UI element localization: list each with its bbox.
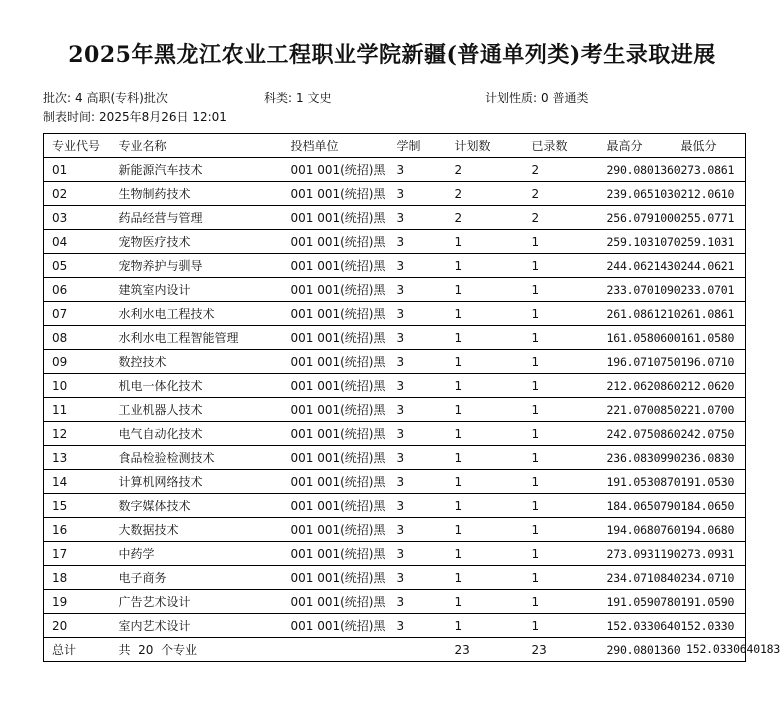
cell-years: 3: [396, 474, 405, 489]
cell-unit: 001 001(统招)黑: [290, 211, 386, 225]
cell-scores: 259.1031070259.1031: [606, 234, 735, 249]
meta-batch: [43, 89, 172, 106]
cell-plan: 1: [454, 234, 463, 249]
total-label: 总计: [52, 643, 77, 657]
total-min: 152.0330640183: [686, 642, 781, 656]
cell-admitted: 1: [531, 426, 540, 441]
cell-name: 生物制药技术: [118, 187, 191, 201]
cell-admitted: 2: [531, 162, 540, 177]
cell-scores: 152.0330640152.0330: [606, 618, 735, 633]
table-row: [44, 230, 746, 254]
cell-admitted: 1: [531, 546, 540, 561]
cell-admitted: 1: [531, 450, 540, 465]
cell-plan: 1: [454, 546, 463, 561]
cell-unit: 001 001(统招)黑: [290, 571, 386, 585]
cell-admitted: 1: [531, 282, 540, 297]
cell-unit: 001 001(统招)黑: [290, 523, 386, 537]
cell-name: 机电一体化技术: [118, 379, 203, 393]
cell-name: 中药学: [118, 547, 155, 561]
cell-plan: 1: [454, 282, 463, 297]
cell-years: 3: [396, 378, 405, 393]
cell-code: 20: [52, 618, 68, 633]
cell-years: 3: [396, 258, 405, 273]
cell-years: 3: [396, 234, 405, 249]
cell-name: 水利水电工程技术: [118, 307, 215, 321]
cell-scores: 256.0791000255.0771: [606, 210, 735, 225]
meta-subject-value: 1 文史: [296, 91, 332, 105]
meta-time-value: 2025年8月26日 12:01: [99, 110, 227, 124]
cell-code: 06: [52, 282, 68, 297]
cell-name: 数控技术: [118, 355, 167, 369]
cell-admitted: 2: [531, 210, 540, 225]
cell-code: 11: [52, 402, 68, 417]
cell-code: 18: [52, 570, 68, 585]
cell-scores: 239.0651030212.0610: [606, 186, 735, 201]
meta-time-label: 制表时间:: [43, 110, 96, 124]
table-row: [44, 374, 746, 398]
cell-admitted: 1: [531, 258, 540, 273]
cell-code: 14: [52, 474, 68, 489]
cell-scores: 196.0710750196.0710: [606, 354, 735, 369]
cell-name: 数字媒体技术: [118, 499, 191, 513]
cell-admitted: 1: [531, 618, 540, 633]
cell-name: 水利水电工程智能管理: [118, 331, 239, 345]
cell-name: 新能源汽车技术: [118, 163, 203, 177]
cell-name: 大数据技术: [118, 523, 179, 537]
cell-unit: 001 001(统招)黑: [290, 235, 386, 249]
cell-unit: 001 001(统招)黑: [290, 547, 386, 561]
cell-years: 3: [396, 306, 405, 321]
table-header-row: [44, 134, 746, 158]
cell-code: 03: [52, 210, 68, 225]
page-title: 2025年黑龙江农业工程职业学院新疆(普通单列类)考生录取进展: [68, 42, 716, 68]
cell-unit: 001 001(统招)黑: [290, 619, 386, 633]
table-row: [44, 614, 746, 638]
cell-years: 3: [396, 282, 405, 297]
cell-unit: 001 001(统招)黑: [290, 283, 386, 297]
cell-plan: 1: [454, 450, 463, 465]
table-row: [44, 206, 746, 230]
cell-unit: 001 001(统招)黑: [290, 427, 386, 441]
table-row: [44, 182, 746, 206]
meta-time: [43, 108, 231, 125]
cell-plan: 1: [454, 258, 463, 273]
table-row: [44, 326, 746, 350]
cell-scores: 273.0931190273.0931: [606, 546, 735, 561]
cell-scores: 191.0530870191.0530: [606, 474, 735, 489]
table-row: [44, 590, 746, 614]
meta-plan-value: 0 普通类: [541, 91, 589, 105]
cell-unit: 001 001(统招)黑: [290, 355, 386, 369]
cell-plan: 1: [454, 522, 463, 537]
cell-code: 10: [52, 378, 68, 393]
admission-table: [43, 133, 746, 662]
cell-admitted: 1: [531, 474, 540, 489]
cell-name: 工业机器人技术: [118, 403, 203, 417]
cell-years: 3: [396, 186, 405, 201]
cell-plan: 2: [454, 210, 463, 225]
cell-name: 计算机网络技术: [118, 475, 203, 489]
cell-scores: 184.0650790184.0650: [606, 498, 735, 513]
cell-unit: 001 001(统招)黑: [290, 187, 386, 201]
cell-unit: 001 001(统招)黑: [290, 259, 386, 273]
cell-years: 3: [396, 498, 405, 513]
cell-scores: 234.0710840234.0710: [606, 570, 735, 585]
cell-admitted: 1: [531, 594, 540, 609]
cell-code: 01: [52, 162, 68, 177]
cell-plan: 1: [454, 402, 463, 417]
cell-years: 3: [396, 402, 405, 417]
table-row: [44, 470, 746, 494]
cell-unit: 001 001(统招)黑: [290, 451, 386, 465]
header-name: 专业名称: [118, 139, 167, 153]
meta-subject: [264, 89, 336, 106]
cell-name: 宠物医疗技术: [118, 235, 191, 249]
header-unit: 投档单位: [290, 139, 339, 153]
cell-plan: 1: [454, 354, 463, 369]
cell-admitted: 1: [531, 498, 540, 513]
cell-admitted: 1: [531, 402, 540, 417]
cell-code: 08: [52, 330, 68, 345]
header-max: 最高分: [606, 139, 643, 153]
table-row: [44, 542, 746, 566]
table-row: [44, 398, 746, 422]
table-row: [44, 158, 746, 182]
cell-plan: 1: [454, 618, 463, 633]
cell-plan: 2: [454, 186, 463, 201]
meta-plan-label: 计划性质:: [485, 91, 538, 105]
cell-unit: 001 001(统招)黑: [290, 499, 386, 513]
table-row: [44, 518, 746, 542]
cell-code: 12: [52, 426, 68, 441]
cell-admitted: 1: [531, 522, 540, 537]
cell-plan: 1: [454, 306, 463, 321]
cell-scores: 236.0830990236.0830: [606, 450, 735, 465]
cell-code: 16: [52, 522, 68, 537]
cell-name: 建筑室内设计: [118, 283, 191, 297]
cell-name: 电子商务: [118, 571, 167, 585]
table-row: [44, 446, 746, 470]
cell-code: 15: [52, 498, 68, 513]
table-row: [44, 350, 746, 374]
cell-years: 3: [396, 210, 405, 225]
cell-code: 05: [52, 258, 68, 273]
cell-unit: 001 001(统招)黑: [290, 379, 386, 393]
table-row: [44, 566, 746, 590]
cell-years: 3: [396, 594, 405, 609]
cell-plan: 1: [454, 474, 463, 489]
table-row: [44, 254, 746, 278]
cell-code: 07: [52, 306, 68, 321]
cell-unit: 001 001(统招)黑: [290, 307, 386, 321]
table-row: [44, 278, 746, 302]
cell-unit: 001 001(统招)黑: [290, 331, 386, 345]
cell-code: 17: [52, 546, 68, 561]
cell-scores: 242.0750860242.0750: [606, 426, 735, 441]
cell-unit: 001 001(统招)黑: [290, 475, 386, 489]
meta-subject-label: 科类:: [264, 91, 293, 105]
cell-admitted: 1: [531, 234, 540, 249]
cell-name: 广告艺术设计: [118, 595, 191, 609]
table-total-row: [44, 638, 746, 662]
table-row: [44, 302, 746, 326]
cell-years: 3: [396, 330, 405, 345]
cell-code: 02: [52, 186, 68, 201]
cell-scores: 221.0700850221.0700: [606, 402, 735, 417]
cell-plan: 1: [454, 330, 463, 345]
cell-code: 19: [52, 594, 68, 609]
meta-batch-label: 批次:: [43, 91, 72, 105]
total-admitted: 23: [531, 642, 547, 657]
cell-plan: 1: [454, 378, 463, 393]
cell-unit: 001 001(统招)黑: [290, 595, 386, 609]
cell-code: 04: [52, 234, 68, 249]
cell-years: 3: [396, 450, 405, 465]
header-min: 最低分: [680, 139, 717, 153]
cell-years: 3: [396, 354, 405, 369]
cell-name: 药品经营与管理: [118, 211, 203, 225]
cell-admitted: 2: [531, 186, 540, 201]
cell-plan: 1: [454, 594, 463, 609]
header-code: 专业代号: [52, 139, 101, 153]
cell-plan: 1: [454, 426, 463, 441]
cell-years: 3: [396, 426, 405, 441]
cell-unit: 001 001(统招)黑: [290, 163, 386, 177]
cell-name: 电气自动化技术: [118, 427, 203, 441]
total-plan: 23: [454, 642, 470, 657]
cell-scores: 194.0680760194.0680: [606, 522, 735, 537]
cell-admitted: 1: [531, 306, 540, 321]
header-scores: [599, 134, 746, 158]
cell-years: 3: [396, 618, 405, 633]
table-row: [44, 494, 746, 518]
cell-scores: 212.0620860212.0620: [606, 378, 735, 393]
cell-admitted: 1: [531, 330, 540, 345]
cell-plan: 1: [454, 498, 463, 513]
cell-years: 3: [396, 162, 405, 177]
cell-admitted: 1: [531, 570, 540, 585]
meta-plan-type: [485, 89, 593, 106]
total-max: 290.0801360: [606, 642, 681, 657]
cell-scores: 161.0580600161.0580: [606, 330, 735, 345]
cell-years: 3: [396, 522, 405, 537]
cell-plan: 2: [454, 162, 463, 177]
header-years: 学制: [396, 139, 421, 153]
cell-name: 室内艺术设计: [118, 619, 191, 633]
cell-admitted: 1: [531, 378, 540, 393]
table-row: [44, 422, 746, 446]
cell-scores: 244.0621430244.0621: [606, 258, 735, 273]
cell-unit: 001 001(统招)黑: [290, 403, 386, 417]
cell-name: 食品检验检测技术: [118, 451, 215, 465]
cell-scores: 261.0861210261.0861: [606, 306, 735, 321]
cell-code: 13: [52, 450, 68, 465]
cell-scores: 233.0701090233.0701: [606, 282, 735, 297]
cell-code: 09: [52, 354, 68, 369]
cell-years: 3: [396, 570, 405, 585]
meta-batch-value: 4 高职(专科)批次: [75, 91, 168, 105]
cell-years: 3: [396, 546, 405, 561]
total-summary: 共 20 个专业: [118, 643, 198, 657]
header-plan: 计划数: [454, 139, 491, 153]
header-admitted: 已录数: [531, 139, 568, 153]
cell-name: 宠物养护与驯导: [118, 259, 203, 273]
cell-scores: 290.0801360273.0861: [606, 162, 735, 177]
cell-scores: 191.0590780191.0590: [606, 594, 735, 609]
cell-admitted: 1: [531, 354, 540, 369]
cell-plan: 1: [454, 570, 463, 585]
